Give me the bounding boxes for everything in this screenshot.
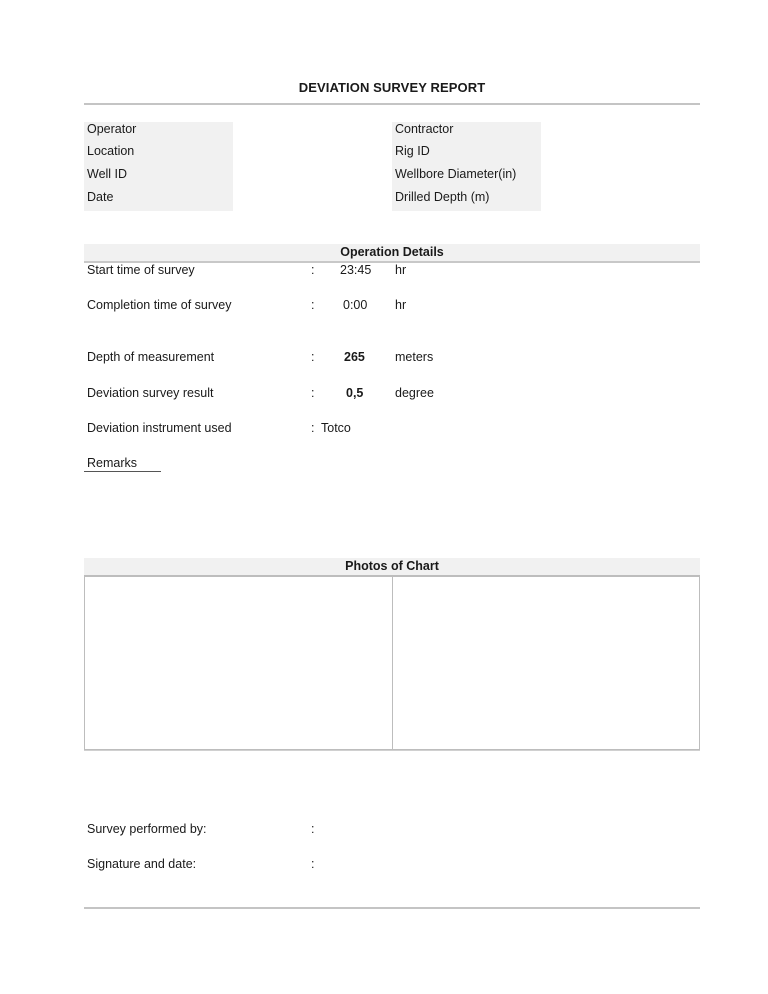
completion-time-unit: hr bbox=[395, 298, 407, 312]
title-divider bbox=[84, 103, 700, 105]
instrument-value: Totco bbox=[321, 421, 351, 435]
start-time-value: 23:45 bbox=[340, 263, 372, 277]
depth-colon: : bbox=[311, 350, 315, 364]
operation-details-heading: Operation Details bbox=[84, 244, 700, 263]
completion-time-value: 0:00 bbox=[343, 298, 368, 312]
contractor-label: Contractor bbox=[395, 122, 454, 136]
start-time-label: Start time of survey bbox=[87, 263, 195, 277]
photos-of-chart-heading: Photos of Chart bbox=[84, 558, 700, 576]
wellbore-diameter-label: Wellbore Diameter(in) bbox=[395, 167, 517, 181]
completion-time-colon: : bbox=[311, 298, 315, 312]
report-title: DEVIATION SURVEY REPORT bbox=[298, 80, 486, 95]
deviation-result-colon: : bbox=[311, 386, 315, 400]
depth-label: Depth of measurement bbox=[87, 350, 215, 364]
start-time-colon: : bbox=[311, 263, 315, 277]
operator-label: Operator bbox=[87, 122, 137, 136]
instrument-label: Deviation instrument used bbox=[87, 421, 232, 435]
signature-date-colon: : bbox=[311, 857, 315, 871]
depth-unit: meters bbox=[395, 350, 434, 364]
depth-value: 265 bbox=[344, 350, 365, 364]
well-info-left-block bbox=[84, 122, 233, 211]
chart-photo-slot-right bbox=[392, 576, 700, 750]
completion-time-label: Completion time of survey bbox=[87, 298, 232, 312]
survey-performed-by-label: Survey performed by: bbox=[87, 822, 207, 836]
remarks-label: Remarks bbox=[84, 456, 161, 472]
deviation-result-value: 0,5 bbox=[346, 386, 364, 400]
signature-date-label: Signature and date: bbox=[87, 857, 197, 871]
survey-performed-by-colon: : bbox=[311, 822, 315, 836]
date-label: Date bbox=[87, 190, 114, 204]
deviation-result-label: Deviation survey result bbox=[87, 386, 214, 400]
drilled-depth-label: Drilled Depth (m) bbox=[395, 190, 490, 204]
rig-id-label: Rig ID bbox=[395, 144, 430, 158]
instrument-colon: : bbox=[311, 421, 315, 435]
start-time-unit: hr bbox=[395, 263, 407, 277]
well-id-label: Well ID bbox=[87, 167, 128, 181]
location-label: Location bbox=[87, 144, 135, 158]
deviation-result-unit: degree bbox=[395, 386, 434, 400]
well-info-right-block bbox=[392, 122, 541, 211]
footer-divider bbox=[84, 907, 700, 909]
chart-photo-slot-left bbox=[84, 576, 393, 750]
